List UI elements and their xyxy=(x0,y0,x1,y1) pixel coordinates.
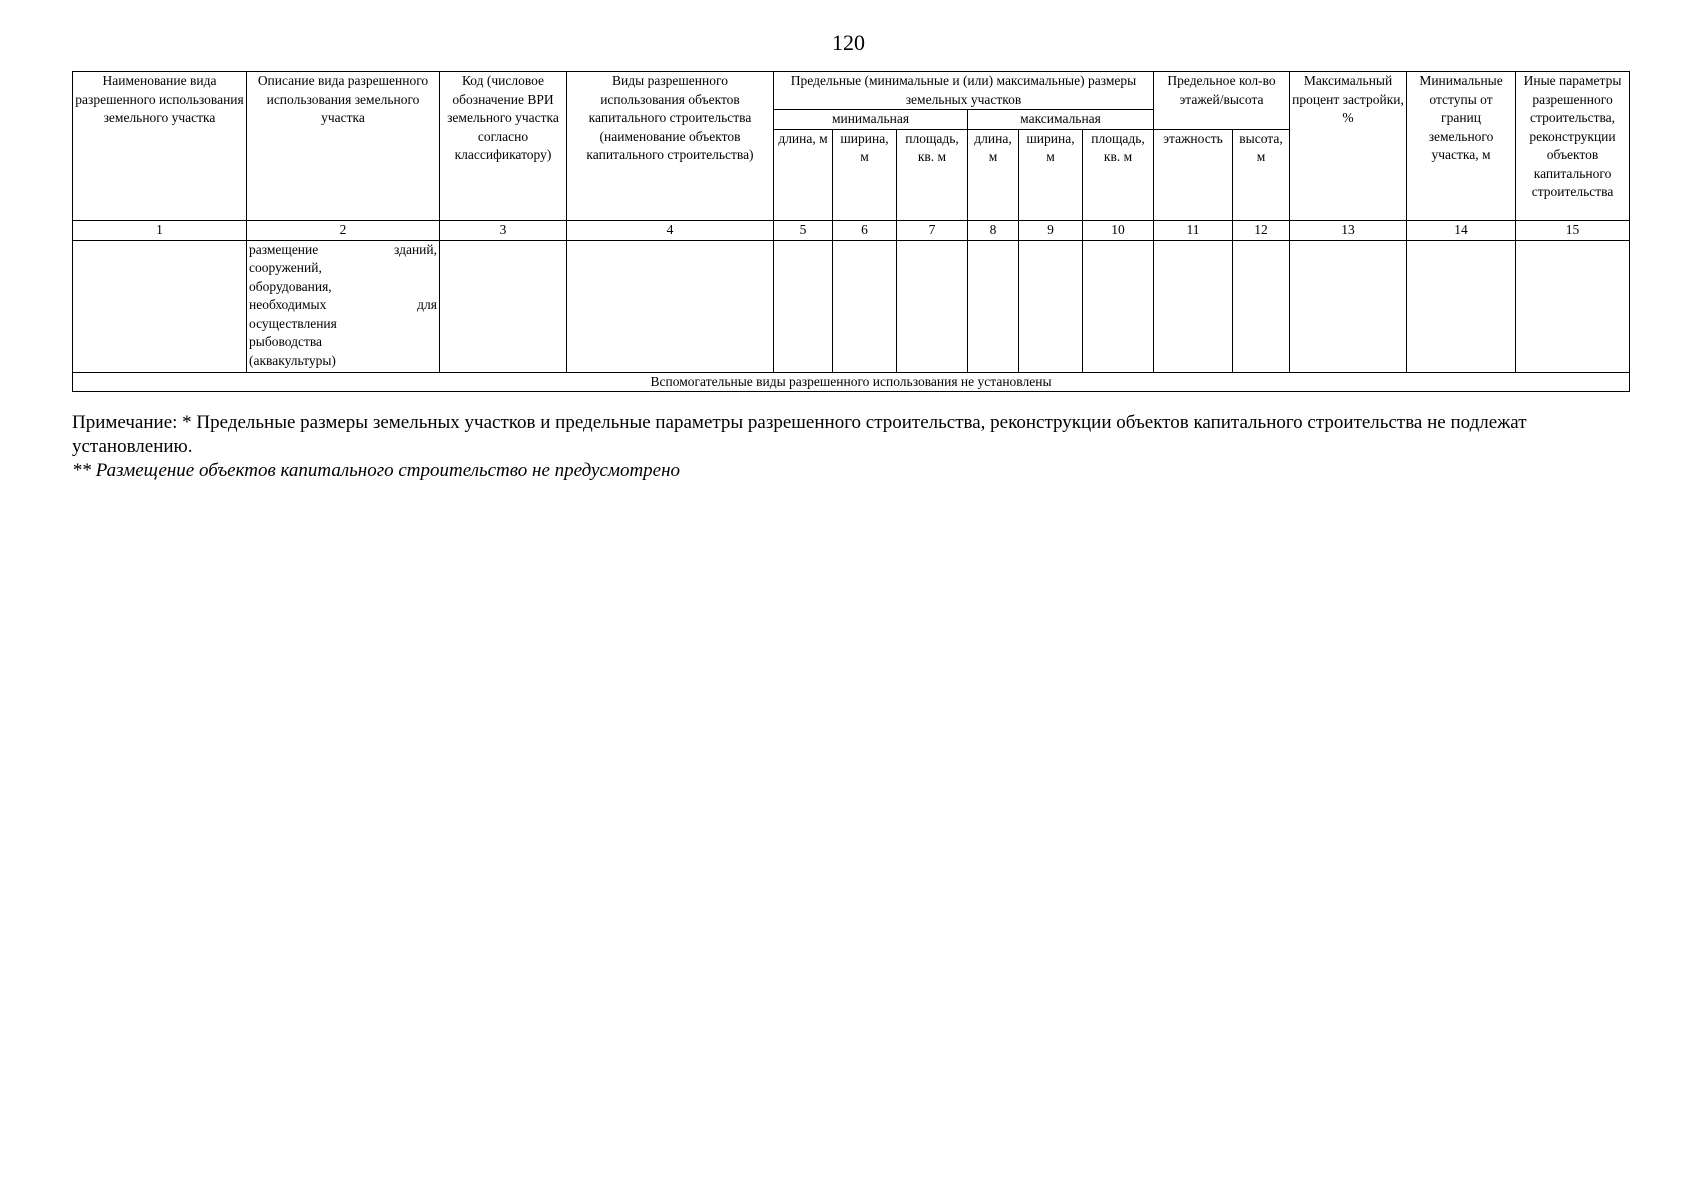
description-line xyxy=(249,259,437,278)
description-word: зданий, xyxy=(394,241,437,257)
column-number: 11 xyxy=(1154,221,1233,241)
column-number: 9 xyxy=(1019,221,1083,241)
cell-floors xyxy=(1154,240,1233,372)
header-minimum-group: минимальная xyxy=(774,110,968,130)
header-min-setbacks: Минимальные отступы от границ земельного участка, м xyxy=(1407,72,1516,221)
land-use-table xyxy=(72,71,1630,392)
header-min-area: площадь, кв. м xyxy=(897,129,968,221)
column-number: 6 xyxy=(833,221,897,241)
column-number: 4 xyxy=(567,221,774,241)
column-number: 10 xyxy=(1083,221,1154,241)
header-min-width: ширина, м xyxy=(833,129,897,221)
note-secondary: ** Размещение объектов капитального строительство не предусмотрено xyxy=(72,460,681,481)
header-land-use-name: Наименование вида разрешенного использования земельного участка xyxy=(73,72,247,221)
column-number: 1 xyxy=(73,221,247,241)
header-maximum-group: максимальная xyxy=(968,110,1154,130)
description-word: размещение xyxy=(249,241,319,257)
description-line xyxy=(249,333,437,352)
header-height: высота, м xyxy=(1233,129,1290,221)
description-word: осуществления xyxy=(249,315,337,331)
header-land-use-description: Описание вида разрешенного использования земельного участка xyxy=(247,72,440,221)
description-line xyxy=(249,278,437,297)
cell-land-use-description xyxy=(247,240,440,372)
table-row xyxy=(73,240,1630,372)
note-primary: Примечание: * Предельные размеры земельных участков и предельные параметры разрешенного строительства, реконструкции объектов капитального строительства не подлежат установлению. xyxy=(72,412,1527,457)
column-number: 12 xyxy=(1233,221,1290,241)
column-number: 14 xyxy=(1407,221,1516,241)
description-word: необходимых xyxy=(249,297,327,312)
description-line xyxy=(249,296,437,315)
cell-height xyxy=(1233,240,1290,372)
auxiliary-uses-text: Вспомогательные виды разрешенного использования не установлены xyxy=(73,372,1630,392)
header-max-width: ширина, м xyxy=(1019,129,1083,221)
description-word: оборудования, xyxy=(249,278,332,294)
header-row-1 xyxy=(73,72,1630,110)
cell-max-building-percent xyxy=(1290,240,1407,372)
description-line xyxy=(249,352,437,371)
cell-max-width xyxy=(1019,240,1083,372)
cell-min-setbacks xyxy=(1407,240,1516,372)
cell-max-length xyxy=(968,240,1019,372)
auxiliary-uses-row xyxy=(73,372,1630,392)
description-word: (аквакультуры) xyxy=(249,352,336,368)
header-max-building-percent: Максимальный процент застройки, % xyxy=(1290,72,1407,221)
header-capital-construction-uses: Виды разрешенного использования объектов капитального строительства (наименование объектов капитального строительства) xyxy=(567,72,774,221)
column-numbers-row xyxy=(73,221,1630,241)
header-max-area: площадь, кв. м xyxy=(1083,129,1154,221)
description-word: сооружений, xyxy=(249,260,322,275)
page-number: 120 xyxy=(832,30,865,55)
column-number: 8 xyxy=(968,221,1019,241)
column-number: 13 xyxy=(1290,221,1407,241)
header-plot-size-limits: Предельные (минимальные и (или) максимальные) размеры земельных участков xyxy=(774,72,1154,110)
column-number: 5 xyxy=(774,221,833,241)
cell-other-parameters xyxy=(1516,240,1630,372)
column-number: 15 xyxy=(1516,221,1630,241)
header-other-parameters: Иные параметры разрешенного строительства, реконструкции объектов капитального строительства xyxy=(1516,72,1630,221)
header-max-length: длина, м xyxy=(968,129,1019,221)
cell-land-use-code xyxy=(440,240,567,372)
description-word: рыбоводства xyxy=(249,334,323,349)
header-floors-height-limit: Предельное кол-во этажей/высота xyxy=(1154,72,1290,130)
column-number: 2 xyxy=(247,221,440,241)
header-floors: этажность xyxy=(1154,129,1233,221)
notes xyxy=(72,411,1632,483)
description-line xyxy=(249,241,437,260)
header-min-length: длина, м xyxy=(774,129,833,221)
description-word: для xyxy=(417,297,437,312)
cell-min-length xyxy=(774,240,833,372)
column-number: 3 xyxy=(440,221,567,241)
column-number: 7 xyxy=(897,221,968,241)
description-line xyxy=(249,315,437,334)
header-land-use-code: Код (числовое обозначение ВРИ земельного участка согласно классификатору) xyxy=(440,72,567,221)
cell-max-area xyxy=(1083,240,1154,372)
cell-land-use-name xyxy=(73,240,247,372)
cell-capital-construction-uses xyxy=(567,240,774,372)
cell-min-area xyxy=(897,240,968,372)
cell-min-width xyxy=(833,240,897,372)
